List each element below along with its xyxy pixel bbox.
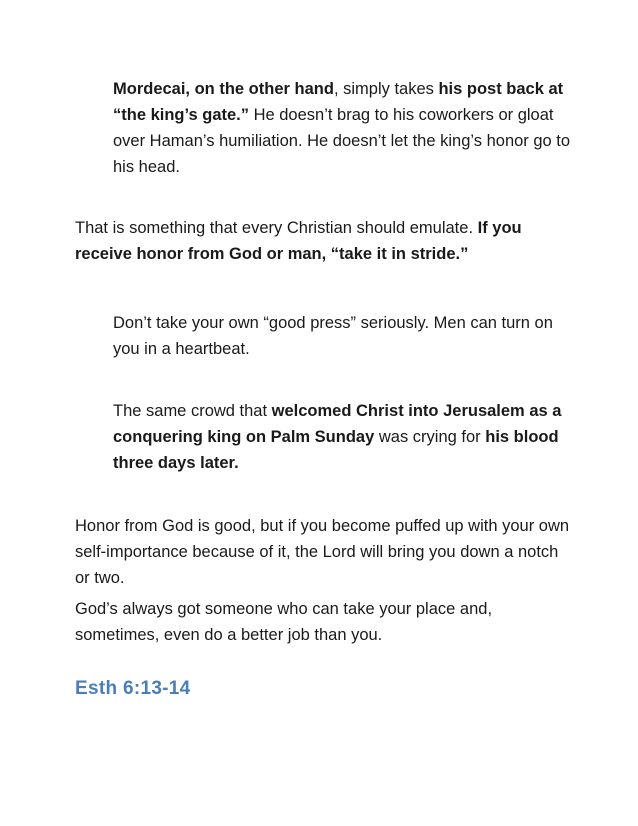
bold-phrase: his blood three days later. [113,428,559,472]
bold-phrase: Mordecai, on the other hand [113,80,334,98]
bold-phrase: If you receive honor from God or man, “take it in stride.” [75,219,522,263]
paragraph-mordecai [113,76,573,180]
paragraph-emulate [75,215,575,267]
paragraph-honor-from-god [75,513,575,591]
scripture-reference: Esth 6:13-14 [75,678,191,699]
bold-phrase: welcomed Christ into Jerusalem as a conquering king on Palm Sunday [113,402,562,446]
paragraph-someone-else [75,596,575,648]
text-run: He doesn’t brag to his coworkers or gloat over Haman’s humiliation. He doesn’t let the king’s honor go to his head. [113,106,571,176]
text-run: God’s always got someone who can take your place and, sometimes, even do a better job than you. [75,600,493,644]
text-run: was crying for [374,428,486,446]
text-run: The same crowd that [113,402,272,420]
paragraph-good-press [113,310,573,362]
text-run: Don’t take your own “good press” seriously. Men can turn on you in a heartbeat. [113,314,553,358]
text-run: , simply takes [333,80,439,98]
paragraph-palm-sunday [113,398,573,476]
text-run: Honor from God is good, but if you become puffed up with your own self-importance because of it, the Lord will bring you down a notch or two. [75,517,570,587]
text-run: That is something that every Christian should emulate. [75,219,478,237]
bold-phrase: his post back at “the king’s gate.” [113,80,564,124]
